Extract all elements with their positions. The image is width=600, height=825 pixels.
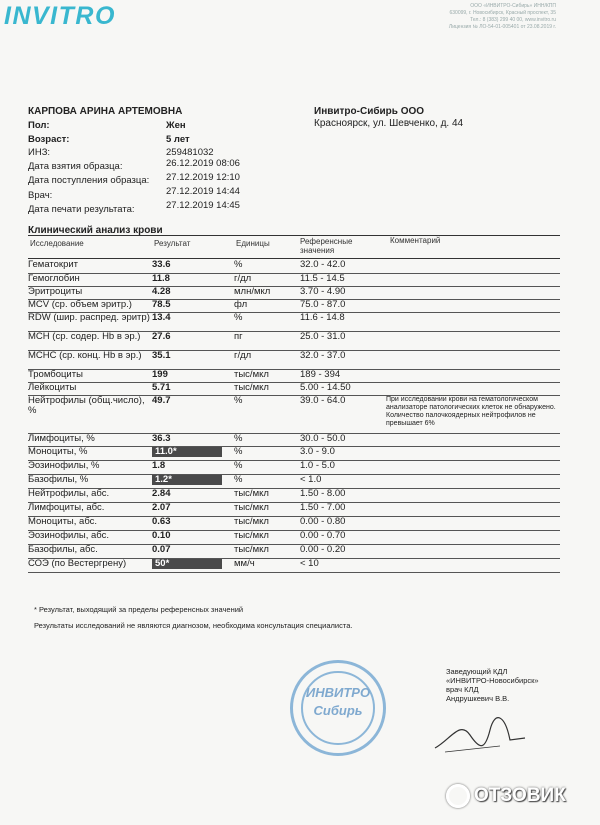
result-row xyxy=(28,286,560,299)
test-value-cell xyxy=(152,299,234,312)
signature-block xyxy=(446,667,539,703)
result-row xyxy=(28,488,560,502)
test-reference-cell xyxy=(300,299,386,312)
test-value: 11.8 xyxy=(152,272,170,284)
printed-label: Дата печати результата: xyxy=(28,204,135,215)
result-row xyxy=(28,350,560,369)
test-name-cell xyxy=(28,544,152,558)
test-unit: млн/мкл xyxy=(234,285,271,297)
test-name-cell xyxy=(28,260,152,273)
test-value: 78.5 xyxy=(152,298,171,310)
test-name: Базофилы, % xyxy=(28,473,89,485)
disclaimer-note: Результаты исследований не являются диагнозом, необходима консультация специалиста. xyxy=(34,621,353,630)
test-name-cell xyxy=(28,502,152,516)
result-row xyxy=(28,530,560,544)
test-comment-cell xyxy=(386,502,560,516)
test-value-cell xyxy=(152,502,234,516)
test-name: Лимфоциты, % xyxy=(28,432,95,444)
test-reference-cell xyxy=(300,312,386,331)
printed-value: 27.12.2019 14:45 xyxy=(166,200,240,211)
test-reference-cell xyxy=(300,544,386,558)
test-unit: тыс/мкл xyxy=(234,515,269,527)
result-row xyxy=(28,446,560,460)
test-reference: 32.0 - 42.0 xyxy=(300,259,346,270)
test-value-cell xyxy=(152,530,234,544)
test-name-cell xyxy=(28,299,152,312)
signer-title: Заведующий КДЛ xyxy=(446,667,508,676)
test-unit: % xyxy=(234,445,243,457)
result-row xyxy=(28,260,560,273)
handwritten-signature xyxy=(430,710,530,760)
otzovik-icon xyxy=(446,784,470,808)
test-comment-cell xyxy=(386,350,560,369)
signer-role: врач КЛД xyxy=(446,685,479,694)
header-fineprint xyxy=(371,3,556,31)
result-row xyxy=(28,460,560,474)
test-name-cell xyxy=(28,395,152,433)
test-value: 2.84 xyxy=(152,487,171,499)
test-value: 0.63 xyxy=(152,515,171,527)
test-reference: 25.0 - 31.0 xyxy=(300,330,346,342)
test-reference: < 10 xyxy=(300,557,319,569)
signer-name: Андрушкевич В.В. xyxy=(446,694,510,703)
test-comment-cell xyxy=(386,446,560,460)
test-unit: г/дл xyxy=(234,349,252,361)
test-value: 35.1 xyxy=(152,349,171,361)
result-row xyxy=(28,382,560,395)
test-comment-cell xyxy=(386,331,560,350)
test-value: 0.07 xyxy=(152,543,171,555)
test-comment-cell xyxy=(386,382,560,395)
test-name-cell xyxy=(28,516,152,530)
result-row xyxy=(28,558,560,572)
doctor-value: 27.12.2019 14:44 xyxy=(166,186,240,197)
taken-label: Дата взятия образца: xyxy=(28,161,123,172)
age-value: 5 лет xyxy=(166,134,190,145)
test-name: MCHC (ср. конц. Hb в эр.) xyxy=(28,349,142,361)
test-name-cell xyxy=(28,312,152,331)
test-value-cell xyxy=(152,350,234,369)
test-value-cell xyxy=(152,331,234,350)
test-comment-cell xyxy=(386,530,560,544)
lab-stamp xyxy=(290,660,386,756)
signer-org: «ИНВИТРО-Новосибирск» xyxy=(446,676,539,685)
results-table xyxy=(28,260,560,573)
test-value: 4.28 xyxy=(152,285,171,297)
out-of-range-note: * Результат, выходящий за пределы референсных значений xyxy=(34,605,244,614)
test-unit: мм/ч xyxy=(234,557,255,569)
test-reference: 5.00 - 14.50 xyxy=(300,381,351,393)
test-reference-cell xyxy=(300,350,386,369)
lab-name: Инвитро-Сибирь ООО xyxy=(314,106,425,117)
result-row xyxy=(28,299,560,312)
test-reference-cell xyxy=(300,516,386,530)
taken-value: 26.12.2019 08:06 xyxy=(166,158,240,169)
test-value-cell xyxy=(152,382,234,395)
test-name: Гемоглобин xyxy=(28,272,80,284)
test-reference: 11.6 - 14.8 xyxy=(300,311,345,323)
test-value-cell xyxy=(152,474,234,488)
test-unit-cell xyxy=(234,558,300,572)
test-unit-cell xyxy=(234,273,300,286)
result-row xyxy=(28,516,560,530)
test-name: Нейтрофилы (общ.число), % xyxy=(28,394,145,416)
inz-value: 259481032 xyxy=(166,147,214,158)
test-unit-cell xyxy=(234,369,300,382)
test-reference: 1.0 - 5.0 xyxy=(300,459,335,471)
col-header-comment: Комментарий xyxy=(390,236,441,245)
test-reference: 32.0 - 37.0 xyxy=(300,349,346,361)
test-name: Тромбоциты xyxy=(28,368,83,380)
test-reference-cell xyxy=(300,273,386,286)
result-row xyxy=(28,433,560,446)
test-value: 1.8 xyxy=(152,459,166,471)
test-unit: тыс/мкл xyxy=(234,529,269,541)
test-unit-cell xyxy=(234,312,300,331)
test-value-cell xyxy=(152,460,234,474)
test-value: 49.7 xyxy=(152,394,171,406)
test-unit-cell xyxy=(234,286,300,299)
test-value: 33.6 xyxy=(152,259,171,270)
test-unit: % xyxy=(234,432,243,444)
test-value-cell xyxy=(152,312,234,331)
test-name-cell xyxy=(28,350,152,369)
test-comment-cell xyxy=(386,286,560,299)
test-comment-cell xyxy=(386,273,560,286)
test-reference-cell xyxy=(300,260,386,273)
test-reference: 75.0 - 87.0 xyxy=(300,298,346,310)
test-reference-cell xyxy=(300,530,386,544)
test-unit-cell xyxy=(234,446,300,460)
test-name-cell xyxy=(28,558,152,572)
test-reference: 189 - 394 xyxy=(300,368,341,380)
test-comment: При исследовании крови на гематологическом анализаторе патологических клеток не обнаружено. Количество палочкоядерных нейтрофилов не превышает 6% xyxy=(386,395,556,427)
test-name: Базофилы, абс. xyxy=(28,543,98,555)
test-comment-cell xyxy=(386,433,560,446)
result-row xyxy=(28,331,560,350)
test-reference-cell xyxy=(300,369,386,382)
test-unit: % xyxy=(234,259,243,270)
test-value-cell xyxy=(152,544,234,558)
test-value-cell xyxy=(152,558,234,572)
test-value: 11.0* xyxy=(152,447,222,457)
test-name-cell xyxy=(28,382,152,395)
test-value: 50* xyxy=(152,559,222,569)
test-reference-cell xyxy=(300,286,386,299)
test-unit: % xyxy=(234,311,243,323)
test-comment-cell xyxy=(386,516,560,530)
test-reference-cell xyxy=(300,446,386,460)
test-name-cell xyxy=(28,369,152,382)
test-name: Моноциты, абс. xyxy=(28,515,98,527)
test-reference: 30.0 - 50.0 xyxy=(300,432,346,444)
otzovik-watermark xyxy=(446,780,566,812)
test-name-cell xyxy=(28,446,152,460)
test-reference-cell xyxy=(300,331,386,350)
test-name-cell xyxy=(28,286,152,299)
test-reference: 1.50 - 7.00 xyxy=(300,501,346,513)
test-unit: тыс/мкл xyxy=(234,501,269,513)
col-header-result: Результат xyxy=(154,239,191,248)
test-reference: 0.00 - 0.20 xyxy=(300,543,346,555)
result-row xyxy=(28,544,560,558)
test-unit-cell xyxy=(234,488,300,502)
test-reference-cell xyxy=(300,395,386,433)
received-label: Дата поступления образца: xyxy=(28,175,150,186)
result-row xyxy=(28,273,560,286)
age-label: Возраст: xyxy=(28,134,70,145)
col-header-test: Исследование xyxy=(30,239,84,248)
test-name: Эозинофилы, % xyxy=(28,459,100,471)
col-header-ref: Референсные значения xyxy=(300,237,353,255)
test-unit: % xyxy=(234,394,243,406)
test-unit-cell xyxy=(234,474,300,488)
test-unit-cell xyxy=(234,260,300,273)
test-comment-cell xyxy=(386,312,560,331)
test-value: 36.3 xyxy=(152,432,171,444)
test-unit: тыс/мкл xyxy=(234,487,269,499)
test-unit-cell xyxy=(234,299,300,312)
test-unit-cell xyxy=(234,433,300,446)
test-unit: тыс/мкл xyxy=(234,381,269,393)
test-value-cell xyxy=(152,286,234,299)
test-reference-cell xyxy=(300,460,386,474)
test-value-cell xyxy=(152,446,234,460)
sex-value: Жен xyxy=(166,120,186,131)
test-comment-cell xyxy=(386,558,560,572)
fineprint-line: Тел.: 8 (383) 299 40 00, www.invitro.ru xyxy=(470,17,556,23)
doctor-label: Врач: xyxy=(28,190,53,201)
test-reference: 1.50 - 8.00 xyxy=(300,487,346,499)
test-unit: фл xyxy=(234,298,248,310)
section-title: Клинический анализ крови xyxy=(28,225,163,236)
test-comment-cell xyxy=(386,299,560,312)
test-unit-cell xyxy=(234,530,300,544)
test-name-cell xyxy=(28,530,152,544)
test-name: RDW (шир. распред. эритр) xyxy=(28,311,150,323)
test-name: MCV (ср. объем эритр.) xyxy=(28,298,132,310)
test-unit-cell xyxy=(234,460,300,474)
test-unit-cell xyxy=(234,516,300,530)
test-comment-cell xyxy=(386,369,560,382)
received-value: 27.12.2019 12:10 xyxy=(166,172,240,183)
test-name: Моноциты, % xyxy=(28,445,88,457)
test-comment-cell xyxy=(386,260,560,273)
test-unit: г/дл xyxy=(234,272,252,284)
header-rule-bottom xyxy=(28,258,560,259)
test-value: 27.6 xyxy=(152,330,171,342)
test-reference: 3.0 - 9.0 xyxy=(300,445,335,457)
col-header-units: Единицы xyxy=(236,239,270,248)
test-unit: тыс/мкл xyxy=(234,368,269,380)
test-comment-cell xyxy=(386,395,560,433)
test-name: Лейкоциты xyxy=(28,381,77,393)
test-name: Эозинофилы, абс. xyxy=(28,529,109,541)
test-name-cell xyxy=(28,488,152,502)
test-name: Лимфоциты, абс. xyxy=(28,501,105,513)
inz-label: ИНЗ: xyxy=(28,147,51,158)
test-unit-cell xyxy=(234,350,300,369)
invitro-logo: INVITRO xyxy=(4,2,116,30)
test-unit: тыс/мкл xyxy=(234,543,269,555)
test-unit-cell xyxy=(234,502,300,516)
test-comment-cell xyxy=(386,544,560,558)
fineprint-line: Лицензия № ЛО-54-01-005401 от 23.08.2019 г. xyxy=(448,24,556,30)
test-reference-cell xyxy=(300,558,386,572)
result-row xyxy=(28,474,560,488)
stamp-text-line1: ИНВИТРО xyxy=(305,685,371,700)
fineprint-line: ООО «ИНВИТРО-Сибирь» ИНН/КПП xyxy=(470,3,556,9)
header-rule-top xyxy=(28,235,560,236)
stamp-text-line2: Сибирь xyxy=(313,703,363,718)
test-name-cell xyxy=(28,460,152,474)
test-name-cell xyxy=(28,433,152,446)
test-name-cell xyxy=(28,331,152,350)
test-comment-cell xyxy=(386,460,560,474)
test-value: 199 xyxy=(152,368,168,380)
test-value: 13.4 xyxy=(152,311,171,323)
watermark-text: ОТЗОВИК xyxy=(474,785,566,806)
result-row xyxy=(28,502,560,516)
test-reference: < 1.0 xyxy=(300,473,322,485)
test-unit-cell xyxy=(234,331,300,350)
test-comment-cell xyxy=(386,488,560,502)
test-name: Гематокрит xyxy=(28,259,79,270)
result-row xyxy=(28,312,560,331)
test-reference-cell xyxy=(300,488,386,502)
test-reference: 0.00 - 0.70 xyxy=(300,529,346,541)
test-unit-cell xyxy=(234,382,300,395)
test-unit: % xyxy=(234,459,243,471)
test-unit-cell xyxy=(234,395,300,433)
test-unit: пг xyxy=(234,330,243,342)
test-value-cell xyxy=(152,433,234,446)
test-reference: 3.70 - 4.90 xyxy=(300,285,346,297)
test-reference-cell xyxy=(300,502,386,516)
result-row xyxy=(28,395,560,433)
test-name: Нейтрофилы, абс. xyxy=(28,487,110,499)
test-value-cell xyxy=(152,395,234,433)
test-value: 2.07 xyxy=(152,501,171,513)
test-value: 5.71 xyxy=(152,381,171,393)
test-reference-cell xyxy=(300,382,386,395)
test-value-cell xyxy=(152,273,234,286)
test-comment-cell xyxy=(386,474,560,488)
test-value: 1.2* xyxy=(152,475,222,485)
result-row xyxy=(28,369,560,382)
test-value-cell xyxy=(152,488,234,502)
sex-label: Пол: xyxy=(28,120,50,131)
test-reference: 39.0 - 64.0 xyxy=(300,394,346,406)
lab-address: Красноярск, ул. Шевченко, д. 44 xyxy=(314,118,464,129)
test-value-cell xyxy=(152,369,234,382)
test-name-cell xyxy=(28,273,152,286)
test-value-cell xyxy=(152,260,234,273)
test-reference-cell xyxy=(300,474,386,488)
test-unit: % xyxy=(234,473,243,485)
test-value-cell xyxy=(152,516,234,530)
fineprint-line: 630099, г. Новосибирск, Красный проспект, 35 xyxy=(449,10,556,16)
patient-name: КАРПОВА АРИНА АРТЕМОВНА xyxy=(28,106,183,117)
test-unit-cell xyxy=(234,544,300,558)
test-name: СОЭ (по Вестергрену) xyxy=(28,557,127,569)
test-reference: 0.00 - 0.80 xyxy=(300,515,346,527)
test-name: MCH (ср. содер. Hb в эр.) xyxy=(28,330,141,342)
test-reference: 11.5 - 14.5 xyxy=(300,272,345,284)
test-name-cell xyxy=(28,474,152,488)
test-name: Эритроциты xyxy=(28,285,83,297)
test-reference-cell xyxy=(300,433,386,446)
test-value: 0.10 xyxy=(152,529,171,541)
